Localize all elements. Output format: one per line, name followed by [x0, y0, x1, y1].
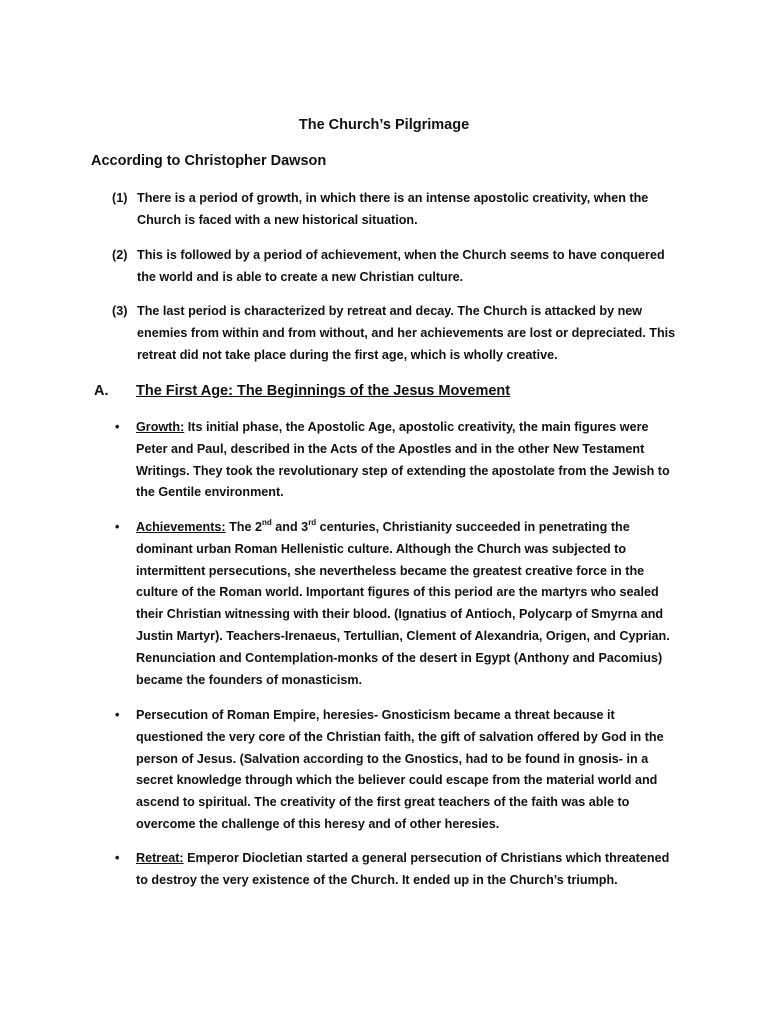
section-letter: A.: [94, 383, 109, 399]
bullet-lead: Growth:: [136, 420, 185, 434]
bullet-lead: Achievements:: [136, 520, 226, 534]
bullet-body-part-2: and 3: [271, 520, 309, 534]
page-subtitle: According to Christopher Dawson: [91, 153, 327, 169]
bullet-icon: •: [115, 708, 120, 722]
bullet-icon: •: [115, 851, 120, 865]
bullet-body: Its initial phase, the Apostolic Age, apostolic creativity, the main figures were Peter and Paul, described in the Acts of the Apostles and in the other New Testament Writings. They took the revolutionary step of extending the apostolate from the Jewish to the Gentile environment.: [136, 420, 670, 500]
bullet-achievements: [112, 517, 678, 691]
bullet-body-part-1: The 2: [225, 520, 262, 534]
bullet-text: [136, 517, 678, 691]
bullet-persecution: [112, 705, 678, 836]
period-number: (2): [112, 248, 128, 262]
period-text: There is a period of growth, in which there is an intense apostolic creativity, when the Church is faced with a new historical situation.: [137, 191, 649, 227]
bullet-icon: •: [115, 420, 120, 434]
period-number: (1): [112, 191, 128, 205]
bullet-retreat: [112, 848, 678, 892]
period-text: The last period is characterized by retreat and decay. The Church is attacked by new enemies from within and from without, and her achievements are lost or depreciated. This retreat did not take place during the first age, which is wholly creative.: [137, 304, 676, 362]
bullet-growth: [112, 417, 678, 504]
bullet-body: Emperor Diocletian started a general persecution of Christians which threatened to destroy the very existence of the Church. It ended up in the Church’s triumph.: [136, 851, 670, 887]
page-title: The Church’s Pilgrimage: [298, 117, 470, 133]
period-item-2: [112, 244, 682, 288]
bullet-icon: •: [115, 520, 120, 534]
bullet-text: [136, 417, 678, 504]
bullet-body-part-3: centuries, Christianity succeeded in penetrating the dominant urban Roman Hellenistic culture. Although the Church was subjected to intermittent persecutions, she nevertheless became the greatest creative force in the culture of the Roman world. Important figures of this period are the martyrs who sealed their Christian witnessing with their blood. (Ignatius of Antioch, Polycarp of Smyrna and Justin Martyr). Teachers-Irenaeus, Tertullian, Clement of Alexandria, Origen, and Cyprian. Renunciation and Contemplation-monks of the desert in Egypt (Anthony and Pacomius) became the founders of monasticism.: [136, 520, 670, 687]
bullet-text: [136, 848, 678, 892]
period-text: This is followed by a period of achievement, when the Church seems to have conquered the world and is able to create a new Christian culture.: [137, 248, 665, 284]
period-item-1: [112, 187, 682, 231]
ordinal-suffix-nd: nd: [262, 518, 272, 527]
bullet-lead: Retreat:: [136, 851, 184, 865]
period-item-3: [112, 300, 682, 366]
section-title: The First Age: The Beginnings of the Jesus Movement: [136, 383, 511, 399]
bullet-text: Persecution of Roman Empire, heresies- Gnosticism became a threat because it questioned the very core of the Christian faith, the gift of salvation offered by God in the person of Jesus. (Salvation according to the Gnostics, had to be found in gnosis- in a secret knowledge through which the believer could escape from the material world and ascend to spiritual. The creativity of the first great teachers of the faith was able to overcome the challenge of this heresy and of other heresies.: [136, 708, 664, 831]
period-number: (3): [112, 304, 128, 318]
ordinal-suffix-rd: rd: [308, 518, 317, 527]
